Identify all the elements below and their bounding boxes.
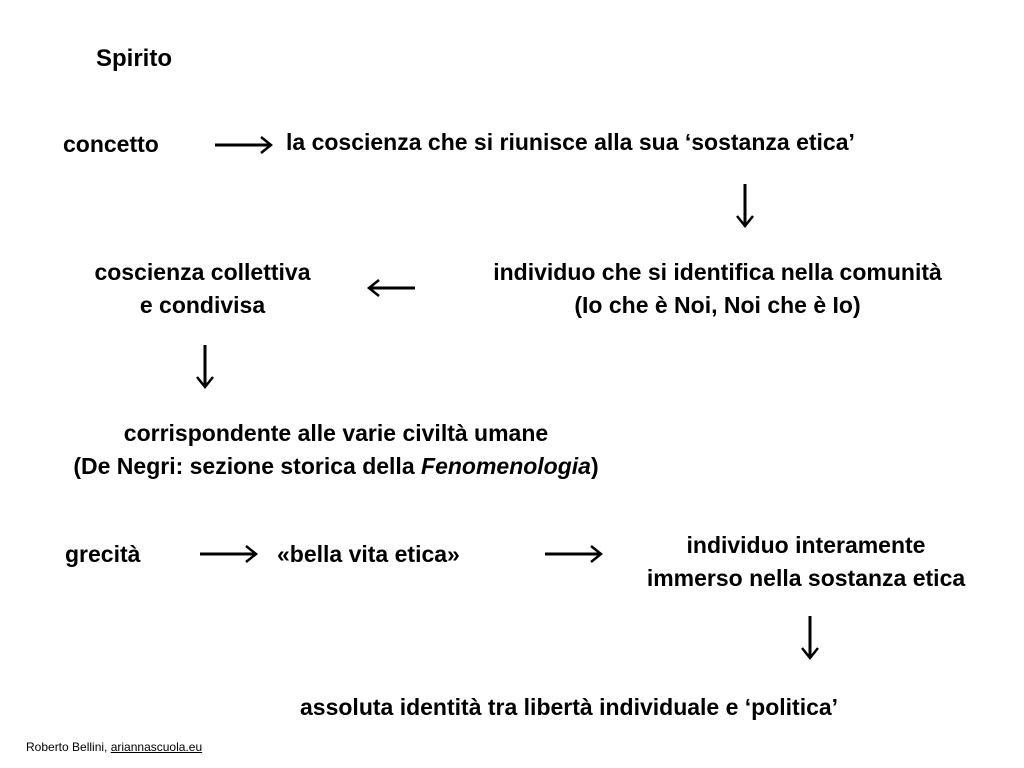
node-corrispondente-line2 — [6, 450, 666, 483]
arrow-left-icon — [365, 276, 417, 300]
footer-site-link[interactable]: ariannascuola.eu — [110, 740, 203, 754]
node-coscienza-sostanza: la coscienza che si riunisce alla sua ‘sostanza etica’ — [286, 129, 855, 155]
footer-author: Roberto Bellini, — [26, 740, 111, 754]
node-coscienza-collettiva-line2: e condivisa — [139, 292, 266, 318]
node-corrispondente-line1: corrispondente alle varie civiltà umane — [123, 420, 549, 446]
node-coscienza-collettiva — [60, 256, 345, 322]
page-title: Spirito — [96, 45, 172, 72]
node-corrispondente-suffix: ) — [590, 453, 599, 479]
node-bella-vita: «bella vita etica» — [277, 541, 460, 567]
node-individuo-comunita-line1: individuo che si identifica nella comunità — [493, 259, 942, 285]
arrow-down-icon — [733, 182, 757, 230]
arrow-right-icon — [213, 133, 275, 157]
node-coscienza-collettiva-line1: coscienza collettiva — [94, 259, 311, 285]
node-corrispondente-italic: Fenomenologia — [421, 453, 591, 479]
node-grecita: grecità — [65, 541, 141, 567]
node-individuo-immerso-line2: immerso nella sostanza etica — [646, 565, 966, 591]
arrow-down-icon — [798, 614, 822, 662]
node-individuo-comunita — [440, 256, 995, 322]
node-individuo-immerso-line1: individuo interamente — [686, 532, 926, 558]
node-identita: assoluta identità tra libertà individuale e ‘politica’ — [300, 694, 839, 720]
node-corrispondente — [6, 417, 666, 483]
arrow-right-icon — [198, 542, 260, 566]
node-individuo-comunita-line2: (Io che è Noi, Noi che è Io) — [574, 292, 861, 318]
arrow-right-icon — [543, 542, 605, 566]
node-corrispondente-prefix: (De Negri: sezione storica della — [73, 453, 422, 479]
node-individuo-immerso — [606, 529, 1006, 595]
footer — [26, 739, 202, 755]
node-concetto: concetto — [63, 131, 159, 157]
arrow-down-icon — [193, 343, 217, 391]
